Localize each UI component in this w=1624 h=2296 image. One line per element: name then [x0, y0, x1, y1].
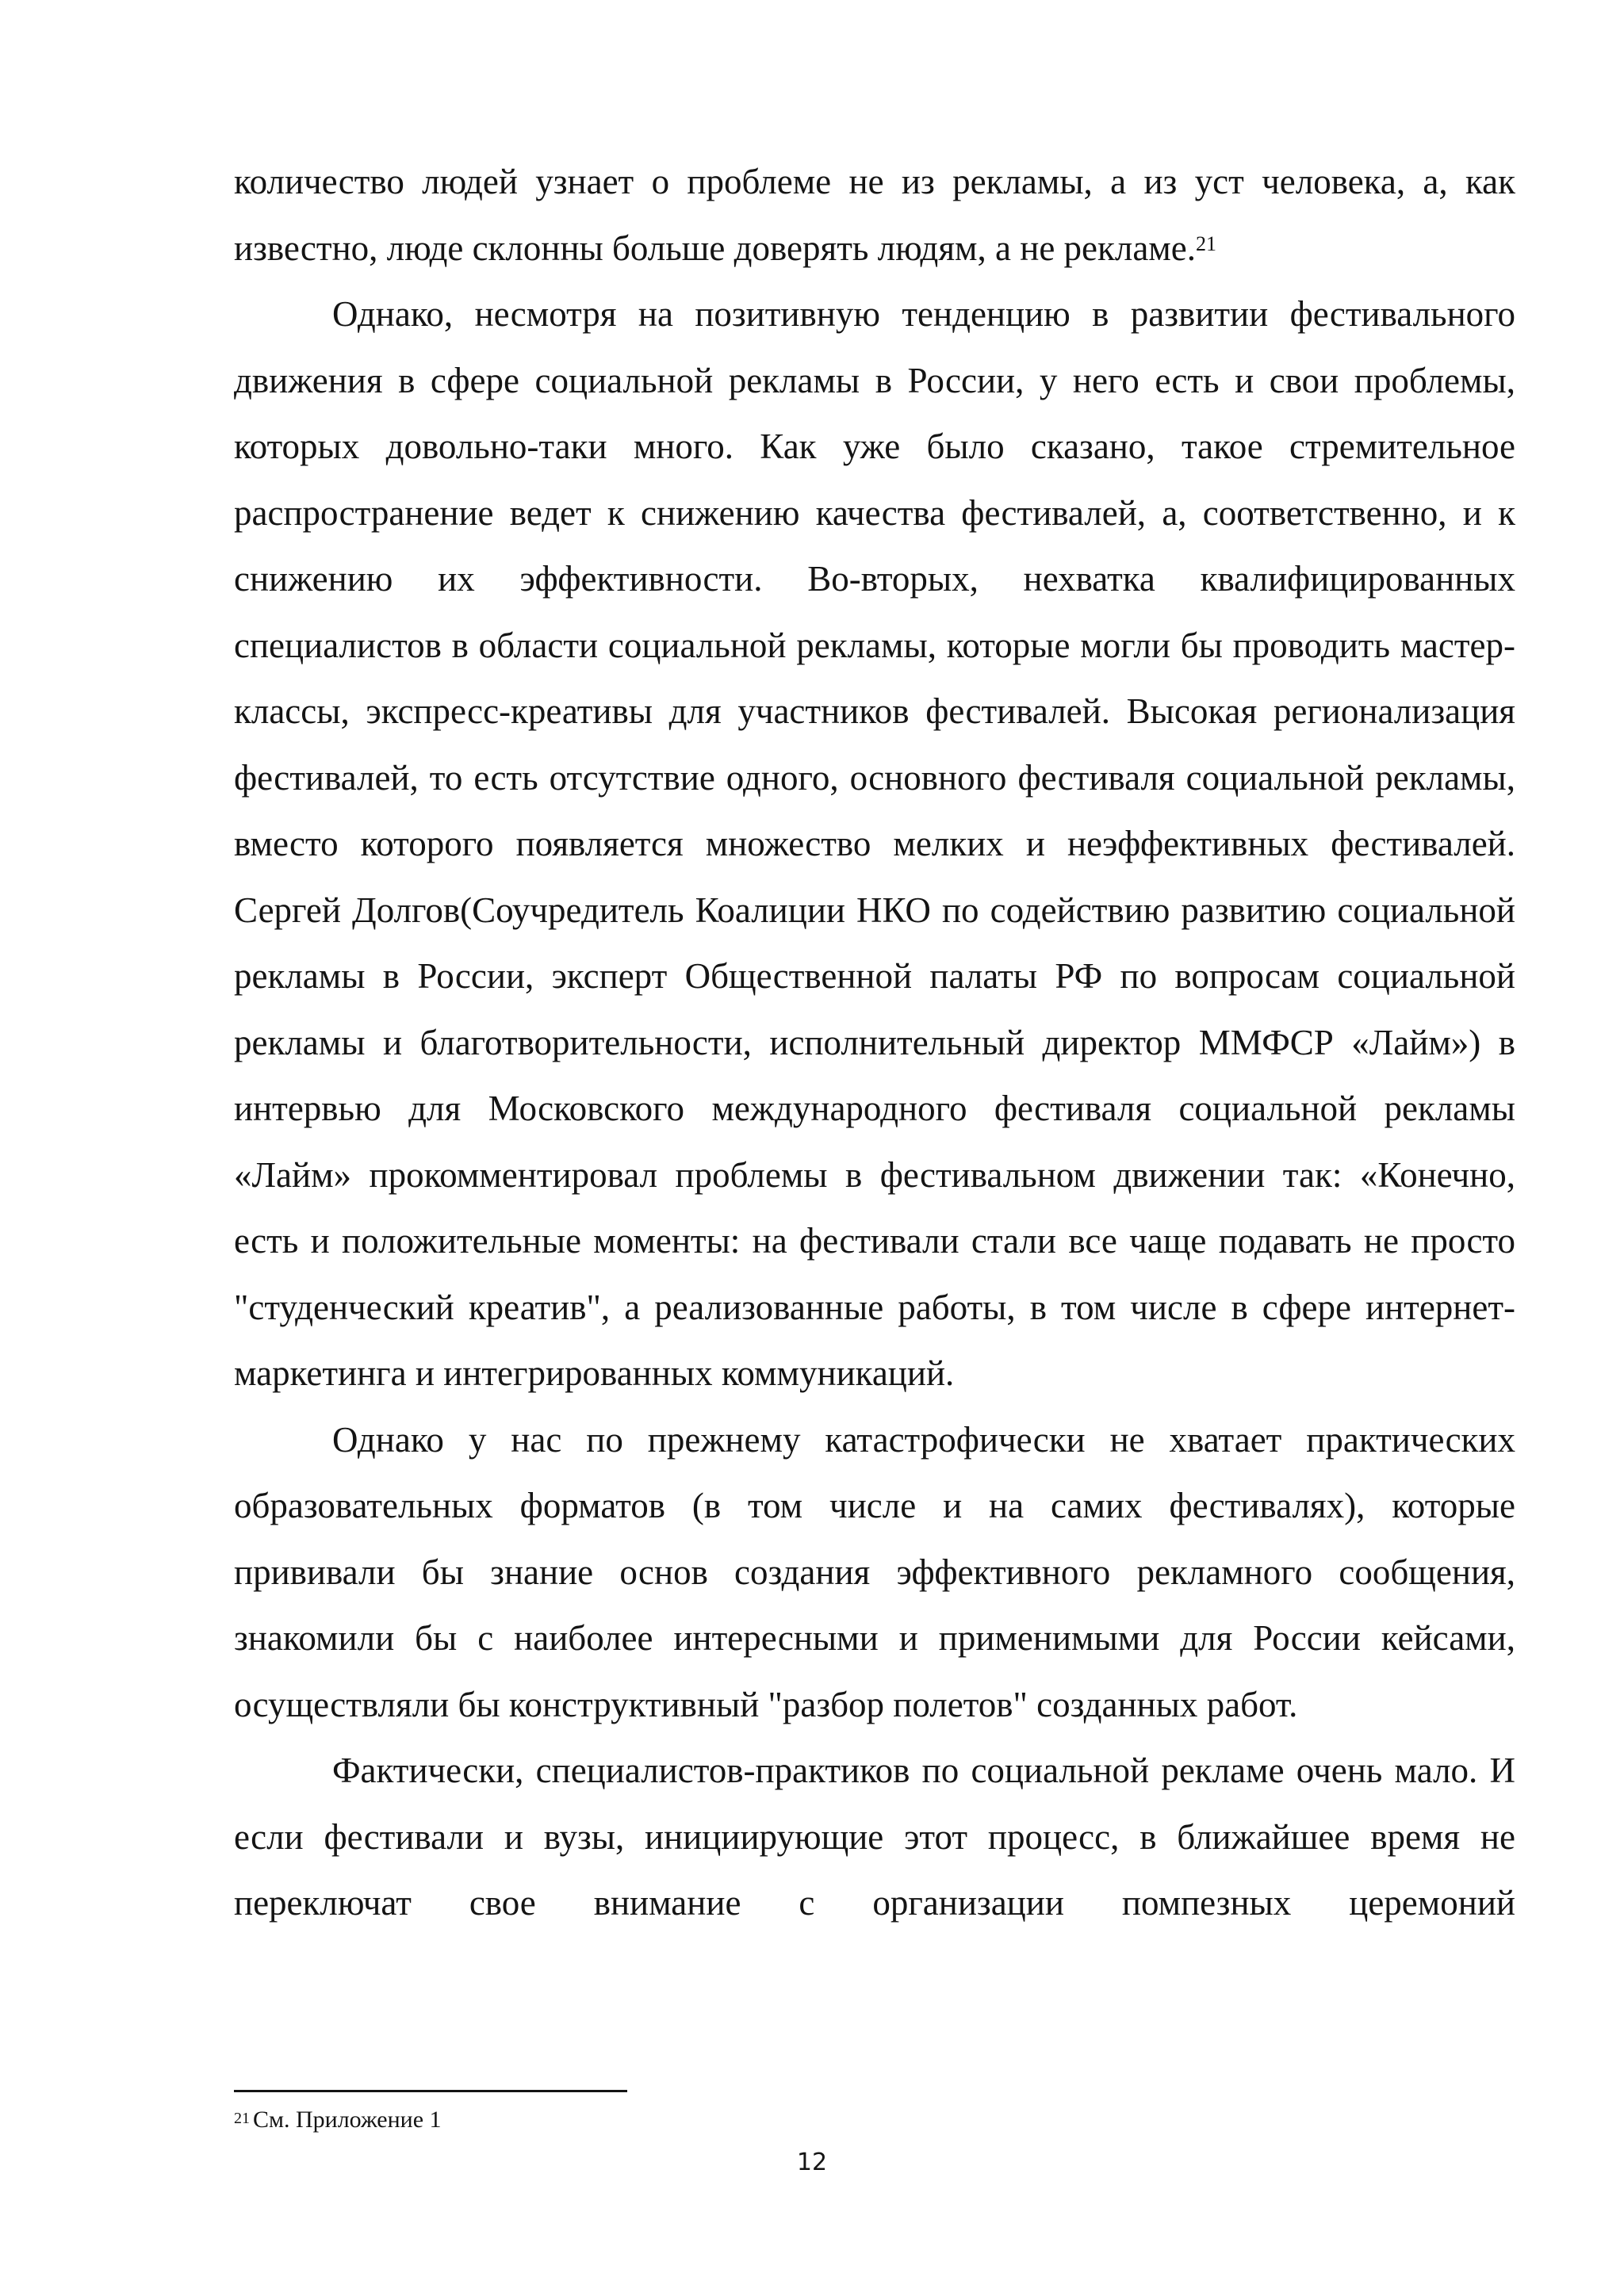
footnote — [234, 2104, 442, 2136]
footnote-text: См. Приложение 1 — [253, 2107, 442, 2133]
body-text — [234, 149, 1515, 1937]
page-number: 12 — [796, 2149, 828, 2176]
paragraph-3: Однако у нас по прежнему катастрофически не хватает практических образовательных форматов (в том числе и на самих фестивалях), которые прививали бы знание основ создания эффективного рекламного сообщения, знакомили бы с наиболее интересными и применимыми для России кейсами, осуществляли бы конструктивный "разбор полетов" созданных работ. — [234, 1419, 1515, 1724]
footnote-separator — [234, 2090, 627, 2092]
paragraph-1-text: количество людей узнает о проблеме не из рекламы, а из уст человека, а, как известно, люде склонны больше доверять людям, а не рекламе. — [234, 162, 1515, 268]
paragraph-4: Фактически, специалистов-практиков по социальной рекламе очень мало. И если фестивали и вузы, инициирующие этот процесс, в ближайшее время не переключат свое внимание с организации помпезных церемоний — [234, 1751, 1515, 1923]
paragraph-1 — [234, 149, 1515, 281]
footnote-number: 21 — [234, 2110, 250, 2127]
footnote-reference: 21 — [1196, 232, 1217, 255]
paragraph-2: Однако, несмотря на позитивную тенденцию в развитии фестивального движения в сфере социальной рекламы в России, у него есть и свои проблемы, которых довольно-таки много. Как уже было сказано, такое стремительное распространение ведет к снижению качества фестивалей, а, соответственно, и к снижению их эффективности. Во-вторых, нехватка квалифицированных специалистов в области социальной рекламы, которые могли бы проводить мастер-классы, экспресс-креативы для участников фестивалей. Высокая регионализация фестивалей, то есть отсутствие одного, основного фестиваля социальной рекламы, вместо которого появляется множество мелких и неэффективных фестивалей. Сергей Долгов(Соучредитель Коалиции НКО по содействию развитию социальной рекламы в России, эксперт Общественной палаты РФ по вопросам социальной рекламы и благотворительности, исполнительный директор ММФСР «Лайм») в интервью для Московского международного фестиваля социальной рекламы «Лайм» прокомментировал проблемы в фестивальном движении так: «Конечно, есть и положительные моменты: на фестивали стали все чаще подавать не просто "студенческий креатив", а реализованные работы, в том числе в сфере интернет-маркетинга и интегрированных коммуникаций. — [234, 294, 1515, 1393]
